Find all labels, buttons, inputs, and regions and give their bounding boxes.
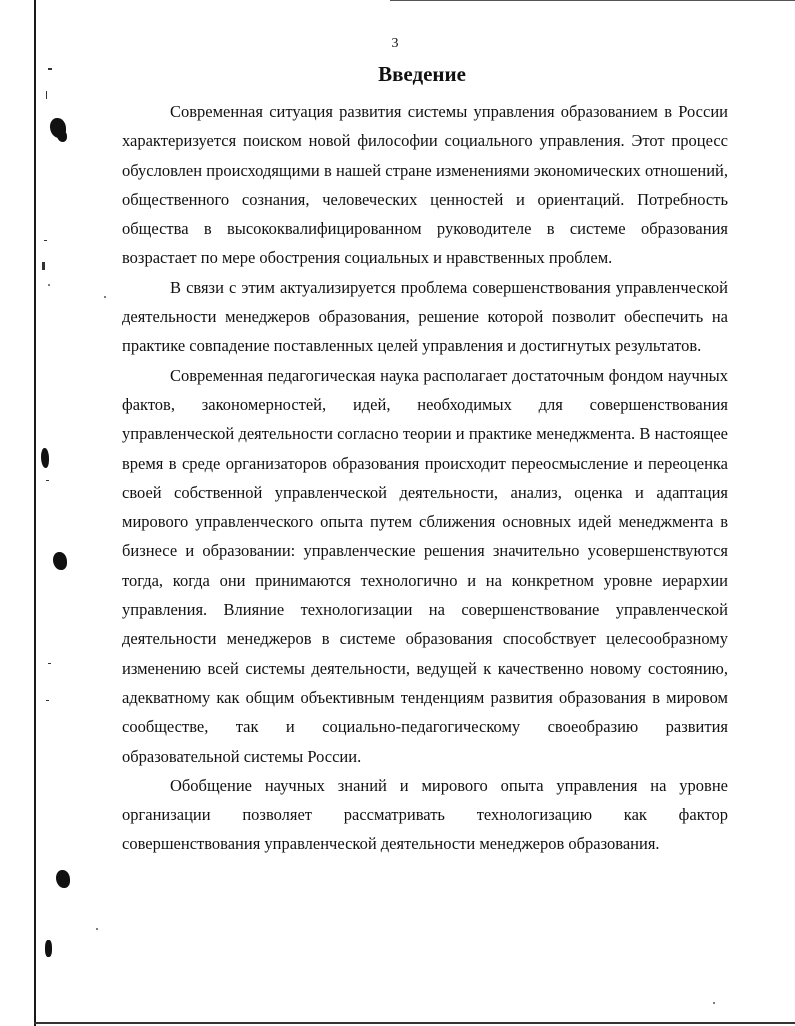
paragraph: Обобщение научных знаний и мирового опыта управления на уровне организации позволяет рассматривать технологизацию как фактор совершенствования управленческой деятельности менеджеров образования. xyxy=(122,775,728,854)
scan-blot xyxy=(56,870,70,888)
page-title: Введение xyxy=(378,62,466,86)
body-text xyxy=(122,97,728,859)
scan-blot xyxy=(45,940,52,957)
scan-blot xyxy=(41,448,49,468)
page-number: 3 xyxy=(391,36,399,51)
paragraph: Современная педагогическая наука располагает достаточным фондом научных фактов, закономерностей, идей, необходимых для совершенствования управленческой деятельности согласно теории и практике менеджмента. В настоящее время в среде организаторов образования происходит переосмысление и переоценка своей собственной управленческой деятельности, анализ, оценка и адаптация мирового управленческого опыта путем сближения основных идей менеджмента в бизнесе и образовании: управленческие решения значительно усовершенствуются тогда, когда они принимаются технологично и на конкретном уровне иерархии управления. Влияние технологизации на совершенствование управленческой деятельности менеджеров в системе образования способствует целесообразному изменению всей системы деятельности, ведущей к качественно новому состоянию, адекватному как общим объективным тенденциям развития образования в мировом сообществе, так и социально-педагогическому своеобразию развития образовательной системы России. xyxy=(122,365,728,766)
scan-mark xyxy=(48,68,52,70)
scan-mark xyxy=(44,240,47,241)
scan-mark xyxy=(48,663,51,664)
scan-dot xyxy=(713,1002,715,1004)
scan-blot xyxy=(57,130,67,142)
scan-dot xyxy=(104,296,106,298)
paragraph: Современная ситуация развития системы управления образованием в России характеризуется поиском новой философии социального управления. Этот процесс обусловлен происходящими в нашей стране изменениями экономических отношений, общественного сознания, человеческих ценностей и ориентаций. Потребность общества в высококвалифицированном руководителе в системе образования возрастает по мере обострения социальных и нравственных проблем. xyxy=(122,102,728,268)
scan-mark xyxy=(46,91,47,99)
paragraph: В связи с этим актуализируется проблема совершенствования управленческой деятельности менеджеров образования, решение которой позволит обеспечить на практике совпадение поставленных целей управления и достигнутых результатов. xyxy=(122,277,728,356)
scan-left-edge xyxy=(34,0,36,1026)
scan-mark xyxy=(46,700,49,701)
scan-dot xyxy=(48,284,50,286)
scan-mark xyxy=(46,480,49,481)
scan-mark xyxy=(42,262,45,270)
scan-bottom-edge xyxy=(34,1022,795,1024)
scan-top-edge xyxy=(390,0,795,1)
scan-blot xyxy=(53,552,67,570)
scan-dot xyxy=(96,928,98,930)
